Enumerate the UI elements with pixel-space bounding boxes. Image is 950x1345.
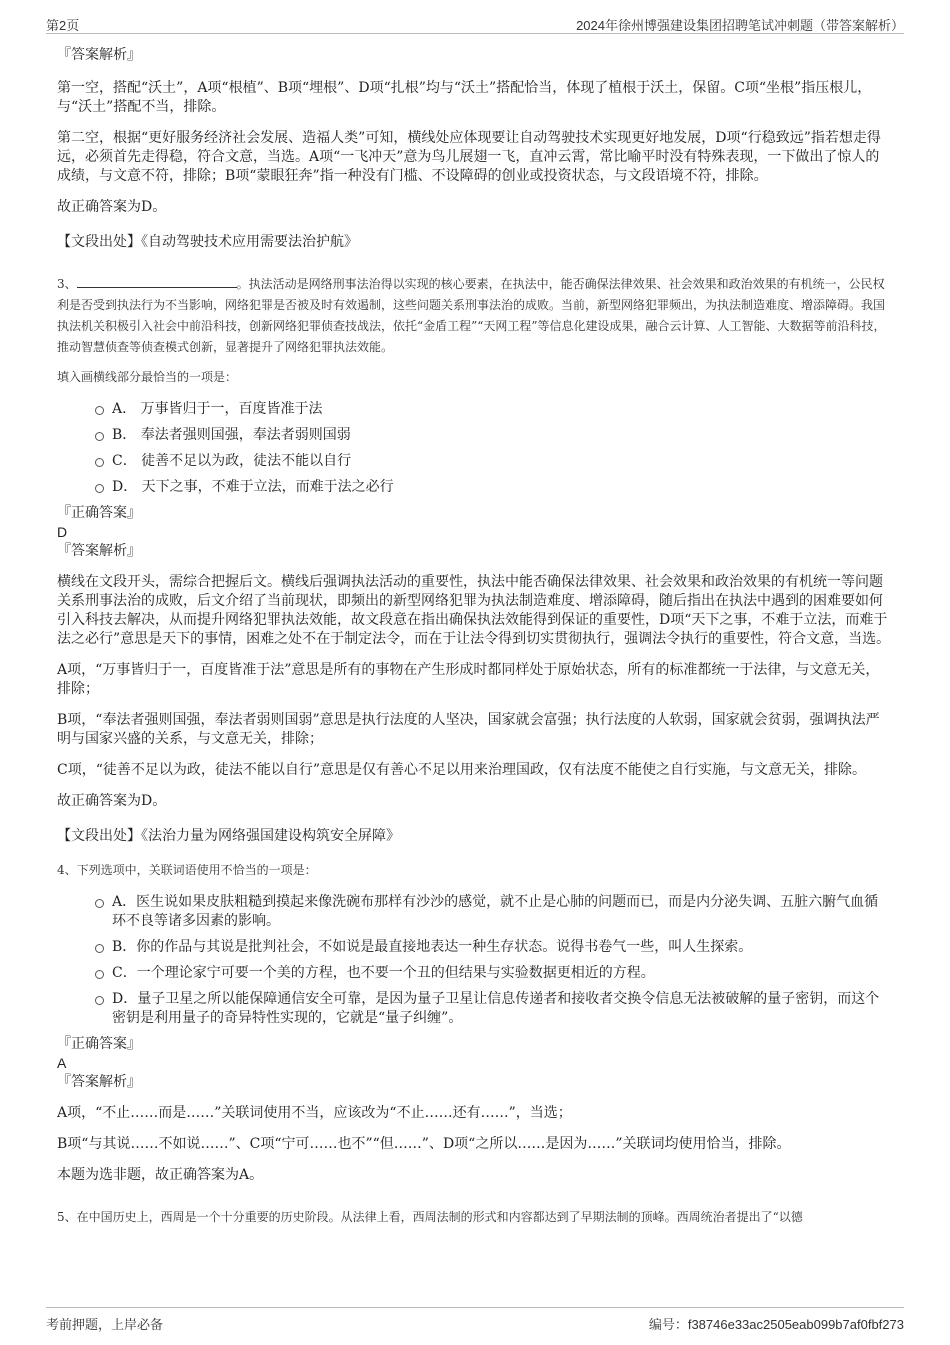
q2-analysis-p1: 第一空，搭配“沃土”，A项“根植”、B项“埋根”、D项“扎根”均与“沃土”搭配恰当，体现了植根于沃土，保留。C项“坐根”指压根儿，与“沃土”搭配不当，排除。: [57, 80, 872, 115]
q2-source: 【文段出处】《自动驾驶技术应用需要法治护航》: [57, 234, 358, 250]
document-title: 2024年徐州博强建设集团招聘笔试冲刺题（带答案解析）: [576, 18, 904, 33]
q3-conclusion: 故正确答案为D。: [57, 793, 167, 809]
q3-text: 。执法活动是网络刑事法治得以实现的核心要素，在执法中，能否确保法律效果、社会效果和政治效果的有机统一，公民权利是否受到执法行为不当影响，网络犯罪是否被及时有效遏制，这些问题关系刑事法治的成败。当前，新型网络犯罪频出，为执法制造难度、增添障碍。我国执法机关积极引入社会中前沿科技，创新网络犯罪侦查技战法，依托“金盾工程”“天网工程”等信息化建设成果，融合云计算、人工智能、大数据等前沿科技，推动智慧侦查等侦查模式创新，显著提升了网络犯罪执法效能。: [57, 277, 886, 354]
q3-option-a[interactable]: A． 万事皆归于一，百度皆准于法: [95, 400, 892, 419]
page-header: [46, 13, 904, 34]
q2-analysis-p2: 第二空，根据“更好服务经济社会发展、造福人类”可知，横线处应体现要让自动驾驶技术实现更好地发展，D项“行稳致远”指若想走得远，必须首先走得稳，符合文意，当选。A项“一飞冲天”意为鸟儿展翅一飞，直冲云霄，常比喻平时没有特殊表现，一下做出了惊人的成绩，与文意不符，排除；B项“蒙眼狂奔”指一种没有门槛、不设障碍的创业或投资状态，与文段语境不符，排除。: [57, 130, 881, 184]
q4-conclusion: 本题为选非题，故正确答案为A。: [57, 1167, 264, 1183]
q4-correct-label: 『正确答案』: [57, 1036, 141, 1052]
q4-options: [95, 893, 892, 1028]
q3-analysis-label: 『答案解析』: [57, 543, 141, 559]
q5-stem-partial: 5、在中国历史上，西周是一个十分重要的历史阶段。从法律上看，西周法制的形式和内容都达到了早期法制的顶峰。西周统治者提出了“以德: [57, 1210, 803, 1224]
q3-analysis-b: B项，“奉法者强则国强，奉法者弱则国弱”意思是执行法度的人坚决，国家就会富强；执行法度的人软弱，国家就会贫弱，强调执法严明与国家兴盛的关系，与文意无关，排除；: [57, 712, 880, 747]
q3-correct-answer: D: [57, 524, 68, 540]
q3-correct-label: 『正确答案』: [57, 505, 141, 521]
q4-stem: 4、下列选项中，关联词语使用不恰当的一项是：: [57, 863, 317, 877]
q3-number: 3、: [57, 277, 77, 291]
q3-blank: [77, 275, 237, 288]
q3-source: 【文段出处】《法治力量为网络强国建设构筑安全屏障》: [57, 828, 400, 844]
q3-analysis-a: A项，“万事皆归于一，百度皆准于法”意思是所有的事物在产生形成时都同样处于原始状态，所有的标准都统一于法律，与文意无关，排除；: [57, 662, 880, 697]
radio-icon[interactable]: [95, 899, 104, 908]
q4-option-d[interactable]: D．量子卫星之所以能保障通信安全可靠，是因为量子卫星让信息传递者和接收者交换令信息无法被破解的量子密钥，而这个密钥是利用量子的奇异特性实现的，它就是“量子纠缠”。: [95, 990, 892, 1028]
q4-analysis-p2: B项“与其说……不如说……”、C项“宁可……也不”“但……”、D项“之所以……是因为……”关联词均使用恰当，排除。: [57, 1136, 791, 1152]
radio-icon[interactable]: [95, 944, 104, 953]
q3-prompt: 填入画横线部分最恰当的一项是：: [57, 370, 238, 384]
page-content: [57, 46, 892, 1298]
q4-option-a[interactable]: A．医生说如果皮肤粗糙到摸起来像洗碗布那样有沙沙的感觉，就不止是心肺的问题而已，而是内分泌失调、五脏六腑气血循环不良等诸多因素的影响。: [95, 893, 892, 931]
radio-icon[interactable]: [95, 406, 104, 415]
q2-conclusion: 故正确答案为D。: [57, 199, 167, 215]
radio-icon[interactable]: [95, 970, 104, 979]
page-footer: [46, 1307, 904, 1334]
footer-slogan: 考前押题，上岸必备: [46, 1317, 164, 1332]
radio-icon[interactable]: [95, 458, 104, 467]
q4-analysis-label: 『答案解析』: [57, 1074, 141, 1090]
q4-option-b[interactable]: B．你的作品与其说是批判社会，不如说是最直接地表达一种生存状态。说得书卷气一些，叫人生探索。: [95, 938, 892, 957]
page-number: 第2页: [46, 18, 80, 33]
radio-icon[interactable]: [95, 996, 104, 1005]
q3-options: [95, 400, 892, 497]
q4-analysis-p1: A项，“不止……而是……”关联词使用不当，应该改为“不止……还有……”，当选；: [57, 1105, 572, 1121]
q3-option-c[interactable]: C． 徒善不足以为政，徒法不能以自行: [95, 452, 892, 471]
q3-option-b[interactable]: B． 奉法者强则国强，奉法者弱则国弱: [95, 426, 892, 445]
q4-correct-answer: A: [57, 1055, 67, 1071]
document-id: 编号：f38746e33ac2505eab099b7af0fbf273: [648, 1317, 904, 1332]
q4-option-c[interactable]: C．一个理论家宁可要一个美的方程，也不要一个丑的但结果与实验数据更相近的方程。: [95, 964, 892, 983]
q3-stem: [57, 274, 892, 358]
q3-option-d[interactable]: D． 天下之事，不难于立法，而难于法之必行: [95, 478, 892, 497]
radio-icon[interactable]: [95, 484, 104, 493]
q3-analysis-c: C项，“徒善不足以为政，徒法不能以自行”意思是仅有善心不足以用来治理国政，仅有法度不能使之自行实施，与文意无关，排除。: [57, 762, 867, 778]
radio-icon[interactable]: [95, 432, 104, 441]
q2-analysis-label: 『答案解析』: [57, 47, 141, 63]
q3-analysis-p1: 横线在文段开头，需综合把握后文。横线后强调执法活动的重要性，执法中能否确保法律效果、社会效果和政治效果的有机统一等问题关系刑事法治的成败，后文介绍了当前现状，即频出的新型网络犯罪为执法制造难度、增添障碍，随后指出在执法中遇到的困难要如何引入科技去解决，从而提升网络犯罪执法效能，故文段意在指出确保执法效能得到保证的重要性，D项“天下之事，不难于立法，而难于法之必行”意思是天下的事情，困难之处不在于制定法令，而在于让法令得到切实贯彻执行，强调法令执行的重要性，符合文意，当选。: [57, 574, 891, 647]
